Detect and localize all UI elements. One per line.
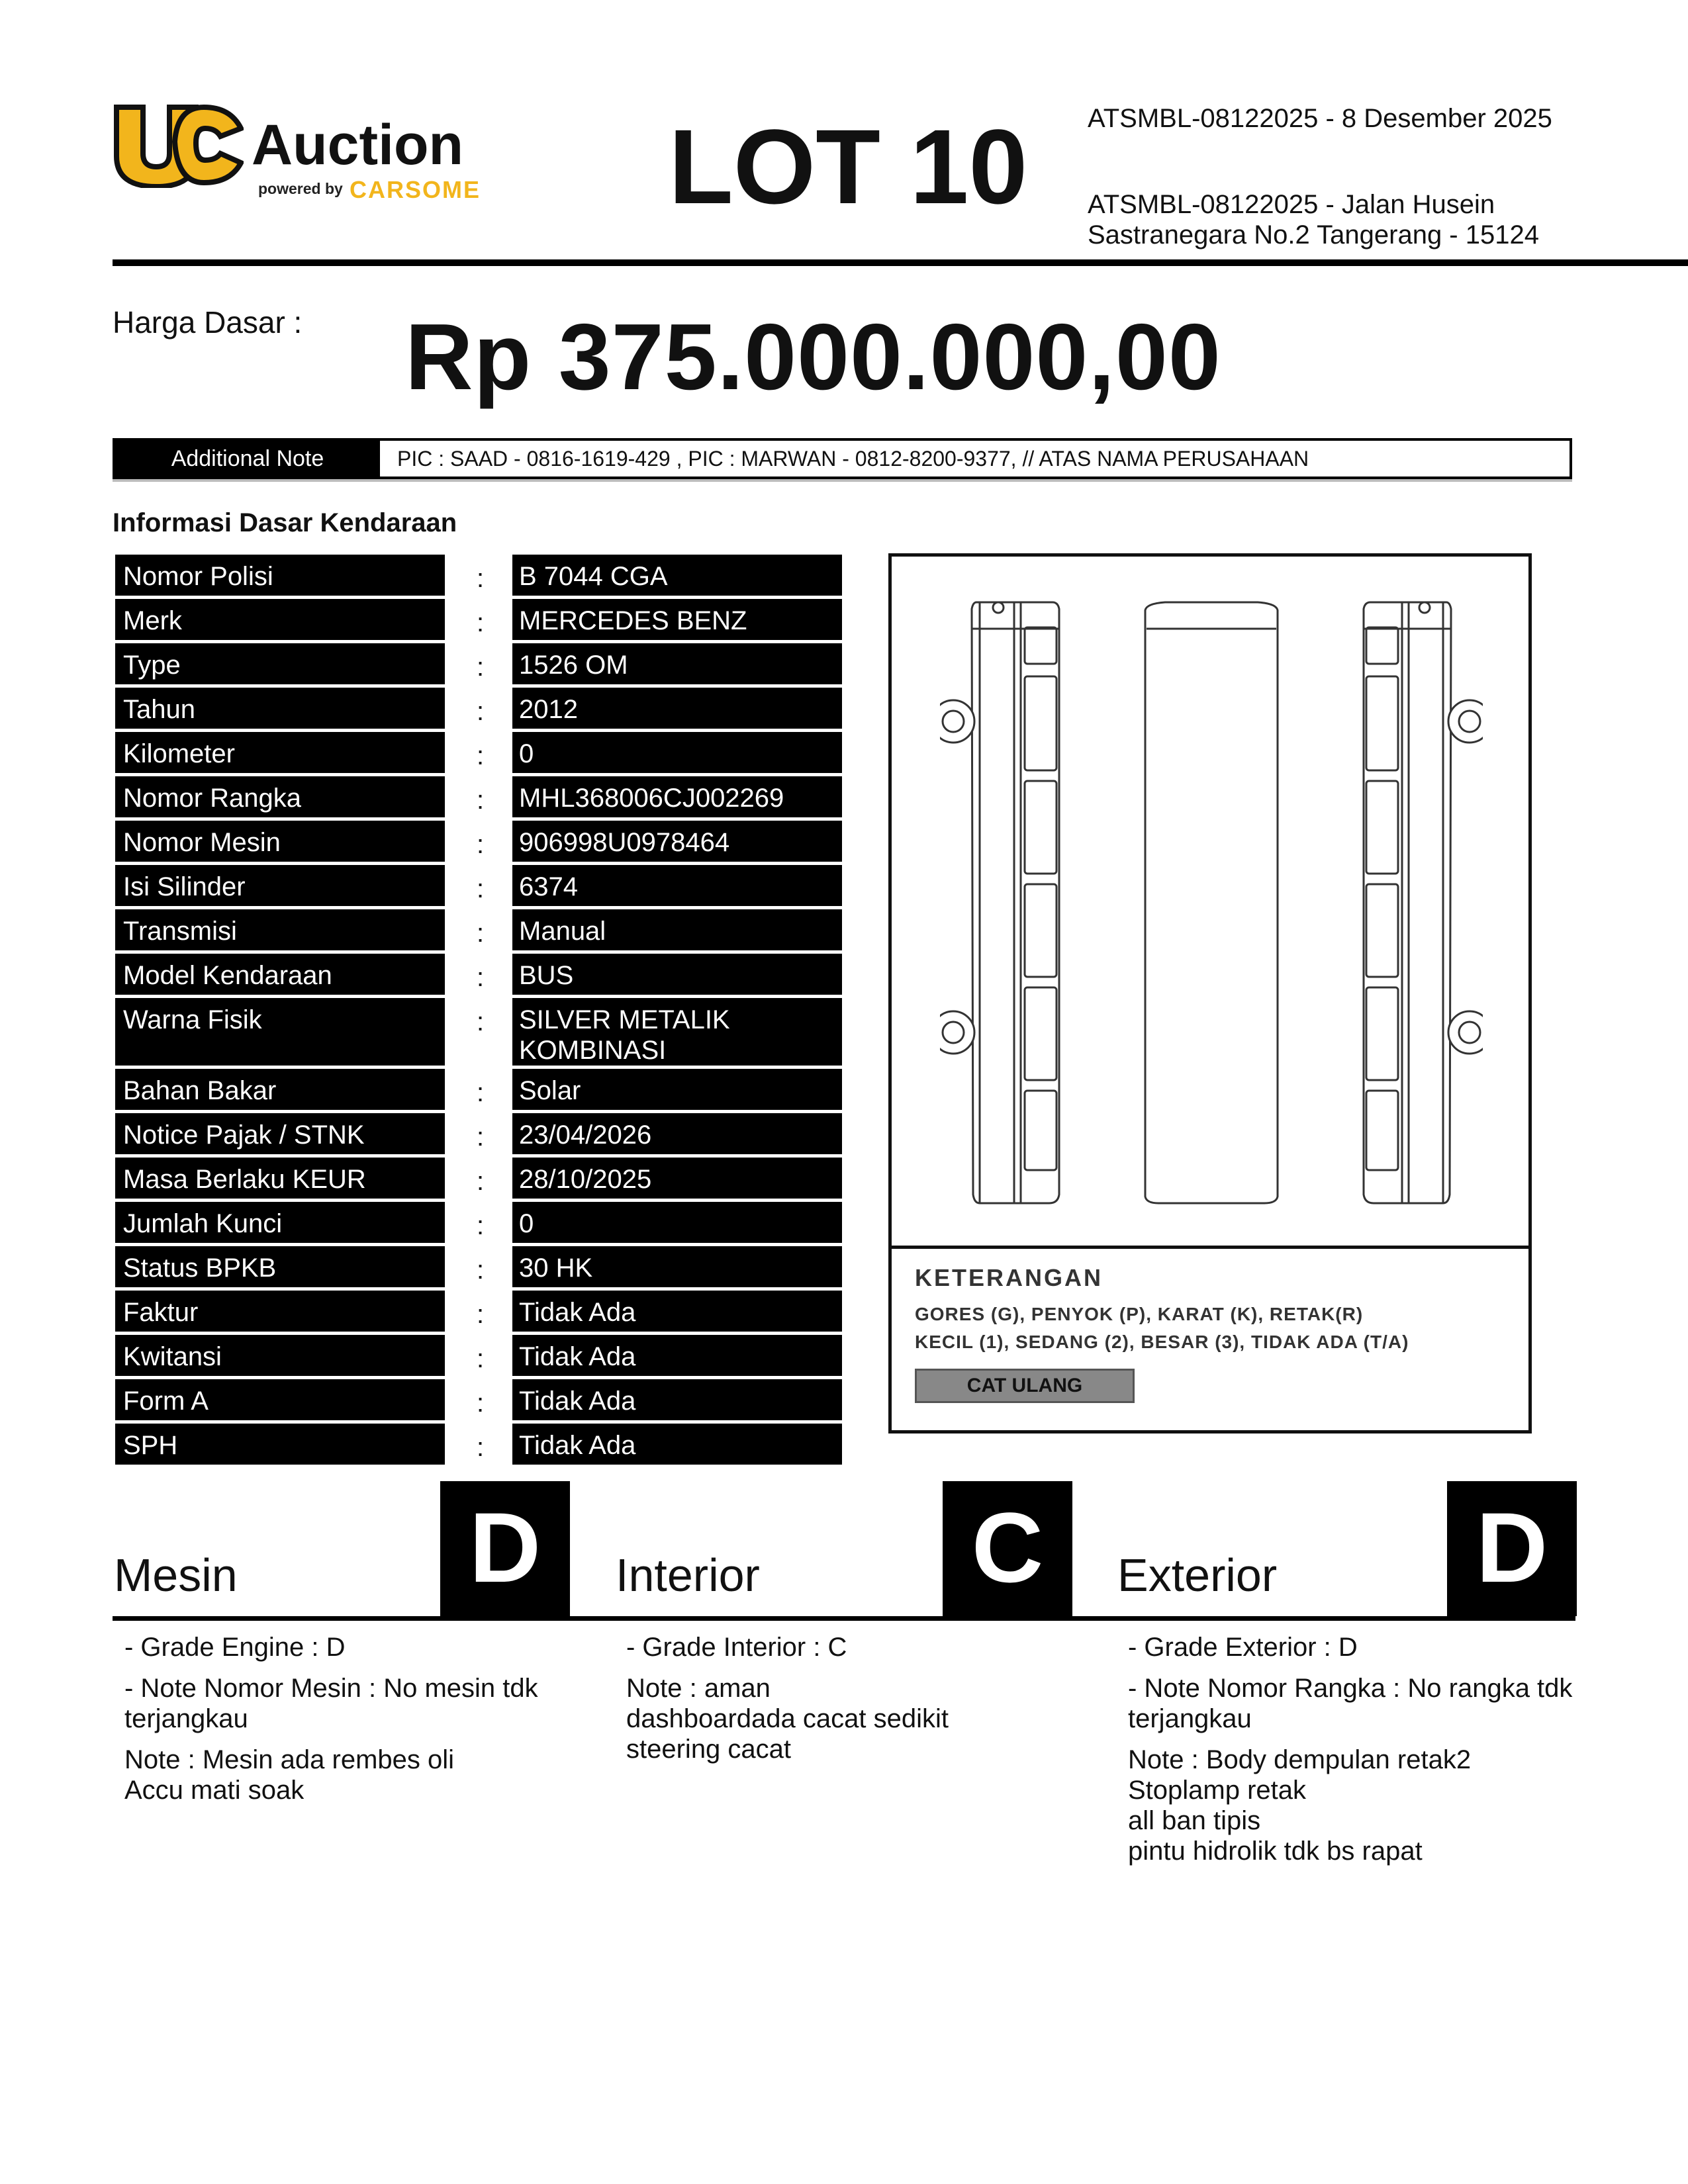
info-colon: : [477,1167,485,1196]
info-value: Tidak Ada [512,1335,842,1376]
info-value: 2012 [512,688,842,729]
uc-logo-icon [111,102,244,188]
info-row [115,776,843,817]
interior-grade-badge: C [943,1481,1072,1616]
interior-notes [626,1632,1090,1764]
info-label: Nomor Rangka [115,776,445,817]
info-label: Model Kendaraan [115,954,445,995]
bus-outline-diagram [940,596,1483,1211]
info-value: Tidak Ada [512,1424,842,1465]
legend-title: KETERANGAN [915,1264,1103,1291]
cat-ulang-badge: CAT ULANG [915,1369,1135,1403]
diagram-divider [888,1246,1532,1249]
info-colon: : [477,608,485,637]
info-value: 6374 [512,865,842,906]
info-label: Masa Berlaku KEUR [115,1158,445,1199]
info-value: 23/04/2026 [512,1113,842,1154]
info-value: Tidak Ada [512,1291,842,1332]
info-value: 0 [512,732,842,773]
note-shadow [113,479,1572,482]
logo-wordmark: Auction [252,113,464,177]
info-row [115,865,843,906]
legend-damage-types: GORES (G), PENYOK (P), KARAT (K), RETAK(R) [915,1304,1364,1324]
info-value: Solar [512,1069,842,1110]
info-row [115,1424,843,1465]
exterior-title: Exterior [1117,1549,1278,1601]
mesin-grade-badge: D [440,1481,570,1616]
info-row [115,1335,843,1376]
exterior-grade-badge: D [1447,1481,1577,1616]
mesin-note: Note : Mesin ada rembes oli [124,1745,455,1774]
info-colon: : [477,1122,485,1152]
exterior-notes [1128,1632,1591,1866]
info-colon: : [477,874,485,903]
info-label: Kilometer [115,732,445,773]
vehicle-info-title: Informasi Dasar Kendaraan [113,508,457,537]
mesin-grade-line: - Grade Engine : D [124,1633,346,1662]
info-value: Tidak Ada [512,1379,842,1420]
info-value: 0 [512,1202,842,1243]
info-colon: : [477,919,485,948]
info-row [115,998,843,1066]
info-value: BUS [512,954,842,995]
info-value: 28/10/2025 [512,1158,842,1199]
info-row [115,954,843,995]
info-value: 1526 OM [512,643,842,684]
info-label: Nomor Mesin [115,821,445,862]
info-label: Transmisi [115,909,445,950]
grades-divider [113,1616,1575,1621]
header-divider [113,259,1688,266]
info-row [115,599,843,640]
info-label: Bahan Bakar [115,1069,445,1110]
info-value: B 7044 CGA [512,555,842,596]
info-row [115,1291,843,1332]
info-row [115,1246,843,1287]
info-label: Faktur [115,1291,445,1332]
lot-number: LOT 10 [669,107,1028,226]
info-colon: : [477,697,485,726]
legend-severity: KECIL (1), SEDANG (2), BESAR (3), TIDAK ADA (T/A) [915,1332,1409,1352]
base-price-label: Harga Dasar : [113,305,303,340]
exterior-note: pintu hidrolik tdk bs rapat [1128,1837,1423,1866]
info-colon: : [477,741,485,770]
info-value: MERCEDES BENZ [512,599,842,640]
exterior-note: all ban tipis [1128,1806,1261,1835]
info-row [115,1113,843,1154]
info-colon: : [477,1344,485,1373]
info-colon: : [477,653,485,682]
info-colon: : [477,963,485,992]
info-label: Merk [115,599,445,640]
info-label: Isi Silinder [115,865,445,906]
info-value: 906998U0978464 [512,821,842,862]
info-label: Status BPKB [115,1246,445,1287]
info-label: Kwitansi [115,1335,445,1376]
info-colon: : [477,1388,485,1418]
info-value: MHL368006CJ002269 [512,776,842,817]
info-colon: : [477,1211,485,1240]
event-date: ATSMBL-08122025 - 8 Desember 2025 [1088,104,1552,133]
mesin-notes [124,1632,588,1805]
info-row [115,1202,843,1243]
info-label: Warna Fisik [115,998,445,1066]
info-row [115,909,843,950]
additional-note-label: Additional Note [115,441,380,477]
info-colon: : [477,1078,485,1107]
interior-note: steering cacat [626,1735,792,1764]
mesin-note: Accu mati soak [124,1776,305,1805]
info-label: SPH [115,1424,445,1465]
info-label: Tahun [115,688,445,729]
info-row [115,643,843,684]
event-location: ATSMBL-08122025 - Jalan Husein Sastranegara No.2 Tangerang - 15124 [1088,190,1539,250]
base-price-value: Rp 375.000.000,00 [405,304,1221,410]
info-colon: : [477,1255,485,1285]
info-row [115,732,843,773]
interior-note: dashboardada cacat sedikit [626,1704,949,1733]
info-row [115,555,843,596]
exterior-chassis-number-note: - Note Nomor Rangka : No rangka tdk terjangkau [1128,1674,1573,1733]
exterior-note: Stoplamp retak [1128,1776,1307,1805]
interior-grade-line: - Grade Interior : C [626,1633,847,1662]
info-value: SILVER METALIK KOMBINASI [512,998,842,1066]
mesin-engine-number-note: - Note Nomor Mesin : No mesin tdk terjangkau [124,1674,538,1733]
info-colon: : [477,1007,485,1036]
mesin-title: Mesin [114,1549,238,1601]
info-row [115,1158,843,1199]
exterior-note: Note : Body dempulan retak2 [1128,1745,1472,1774]
info-colon: : [477,830,485,859]
info-colon: : [477,564,485,593]
info-row [115,821,843,862]
info-label: Jumlah Kunci [115,1202,445,1243]
info-colon: : [477,786,485,815]
powered-by-label: powered by [258,180,343,197]
info-value: 30 HK [512,1246,842,1287]
exterior-grade-line: - Grade Exterior : D [1128,1633,1358,1662]
info-row [115,1379,843,1420]
additional-note-text: PIC : SAAD - 0816-1619-429 , PIC : MARWAN - 0812-8200-9377, // ATAS NAMA PERUSAHAAN [397,447,1309,471]
info-value: Manual [512,909,842,950]
info-row [115,688,843,729]
info-label: Notice Pajak / STNK [115,1113,445,1154]
interior-note: Note : aman [626,1674,771,1703]
info-label: Form A [115,1379,445,1420]
info-colon: : [477,1433,485,1462]
info-row [115,1069,843,1110]
info-colon: : [477,1300,485,1329]
info-label: Type [115,643,445,684]
info-label: Nomor Polisi [115,555,445,596]
interior-title: Interior [616,1549,760,1601]
carsome-brand: CARSOME [350,176,481,203]
